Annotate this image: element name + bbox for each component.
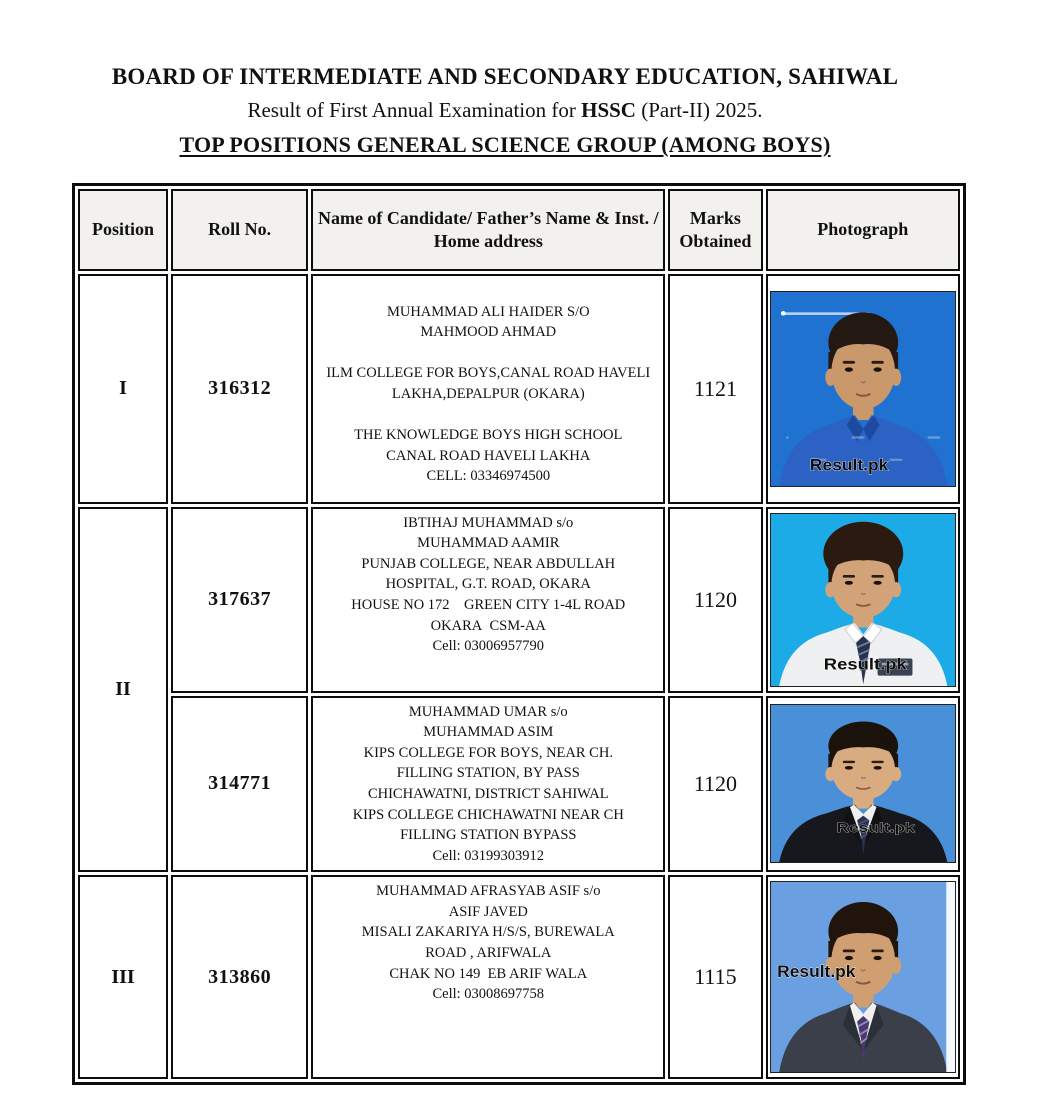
results-table — [72, 183, 966, 1086]
marks-value: 1120 — [668, 507, 762, 693]
table-row — [78, 875, 960, 1079]
detail-line: MUHAMMAD ASIM — [423, 724, 554, 741]
detail-line: CHAK NO 149 EB ARIF WALA — [389, 965, 588, 982]
position-cell: III — [78, 875, 168, 1079]
subtitle-prefix: Result of First Annual Examination for — [247, 98, 582, 123]
detail-line: Cell: 03006957790 — [432, 638, 545, 655]
detail-line: MISALI ZAKARIYA H/S/S, BUREWALA — [361, 924, 615, 941]
detail-line: CHICHAWATNI, DISTRICT SAHIWAL — [367, 785, 609, 802]
photo-cell — [766, 696, 961, 873]
watermark-text: Result.pk — [823, 655, 907, 673]
candidate-details — [311, 274, 665, 504]
table-row — [78, 696, 960, 873]
detail-line: FILLING STATION, BY PASS — [396, 765, 580, 782]
detail-line: OKARA CSM-AA — [430, 617, 546, 634]
candidate-details — [311, 696, 665, 873]
detail-line — [315, 405, 661, 426]
roll-number: 317637 — [171, 507, 308, 693]
board-title: BOARD OF INTERMEDIATE AND SECONDARY EDUCATION, SAHIWAL — [111, 64, 899, 89]
col-header-position: Position — [78, 189, 168, 271]
detail-line: LAKHA,DEPALPUR (OKARA) — [391, 385, 585, 402]
roll-number: 316312 — [171, 274, 308, 504]
candidate-details — [311, 875, 665, 1079]
subtitle-hssc: HSSC — [581, 98, 636, 123]
detail-line: ROAD , ARIFWALA — [425, 945, 552, 962]
candidate-photo — [770, 881, 957, 1073]
marks-value: 1115 — [668, 875, 762, 1079]
detail-line: MAHMOOD AHMAD — [420, 324, 557, 341]
detail-line: MUHAMMAD AAMIR — [417, 535, 560, 552]
detail-line: ASIF JAVED — [448, 903, 528, 920]
watermark-text: Result.pk — [776, 962, 856, 982]
col-header-name: Name of Candidate/ Father’s Name & Inst. / Home address — [311, 189, 665, 271]
detail-line: HOUSE NO 172 GREEN CITY 1-4L ROAD — [351, 596, 626, 613]
detail-line — [315, 343, 661, 364]
roll-number: 314771 — [171, 696, 308, 873]
marks-value: 1121 — [668, 274, 762, 504]
exam-subtitle — [10, 95, 1000, 125]
watermark-text: Result.pk — [835, 821, 915, 837]
roll-number: 313860 — [171, 875, 308, 1079]
detail-line: KIPS COLLEGE CHICHAWATNI NEAR CH — [352, 806, 624, 823]
detail-line: MUHAMMAD ALI HAIDER S/O — [386, 303, 590, 320]
detail-line: MUHAMMAD AFRASYAB ASIF s/o — [376, 883, 601, 900]
photo-cell — [766, 274, 961, 504]
candidate-photo — [770, 513, 957, 687]
watermark-text: Result.pk — [809, 455, 888, 475]
candidate-details — [311, 507, 665, 693]
photo-cell — [766, 507, 961, 693]
detail-line: KIPS COLLEGE FOR BOYS, NEAR CH. — [363, 744, 613, 761]
candidate-photo — [770, 291, 957, 487]
detail-line: HOSPITAL, G.T. ROAD, OKARA — [385, 576, 591, 593]
group-title: TOP POSITIONS GENERAL SCIENCE GROUP (AMONG BOYS) — [179, 131, 831, 157]
marks-value: 1120 — [668, 696, 762, 873]
results-table-body — [78, 274, 960, 1080]
detail-line: CANAL ROAD HAVELI LAKHA — [386, 447, 591, 464]
subtitle-suffix: (Part-II) 2025. — [635, 98, 763, 123]
result-sheet — [0, 60, 1046, 1116]
detail-line: THE KNOWLEDGE BOYS HIGH SCHOOL — [354, 427, 623, 444]
detail-line: CELL: 03346974500 — [426, 468, 551, 485]
col-header-photo: Photograph — [766, 189, 961, 271]
candidate-photo — [770, 704, 957, 863]
detail-line: ILM COLLEGE FOR BOYS,CANAL ROAD HAVELI — [326, 365, 651, 382]
col-header-roll: Roll No. — [171, 189, 308, 271]
detail-line: IBTIHAJ MUHAMMAD s/o — [403, 514, 574, 531]
table-header-row — [78, 189, 960, 271]
detail-line: FILLING STATION BYPASS — [400, 827, 577, 844]
table-row — [78, 507, 960, 693]
position-cell: II — [78, 507, 168, 873]
photo-cell — [766, 875, 961, 1079]
table-row — [78, 274, 960, 504]
header-block — [10, 60, 1000, 161]
position-cell: I — [78, 274, 168, 504]
detail-line: Cell: 03199303912 — [432, 847, 545, 864]
detail-line: Cell: 03008697758 — [432, 986, 545, 1003]
detail-line: PUNJAB COLLEGE, NEAR ABDULLAH — [361, 555, 616, 572]
detail-line: MUHAMMAD UMAR s/o — [408, 703, 568, 720]
col-header-marks: Marks Obtained — [668, 189, 762, 271]
